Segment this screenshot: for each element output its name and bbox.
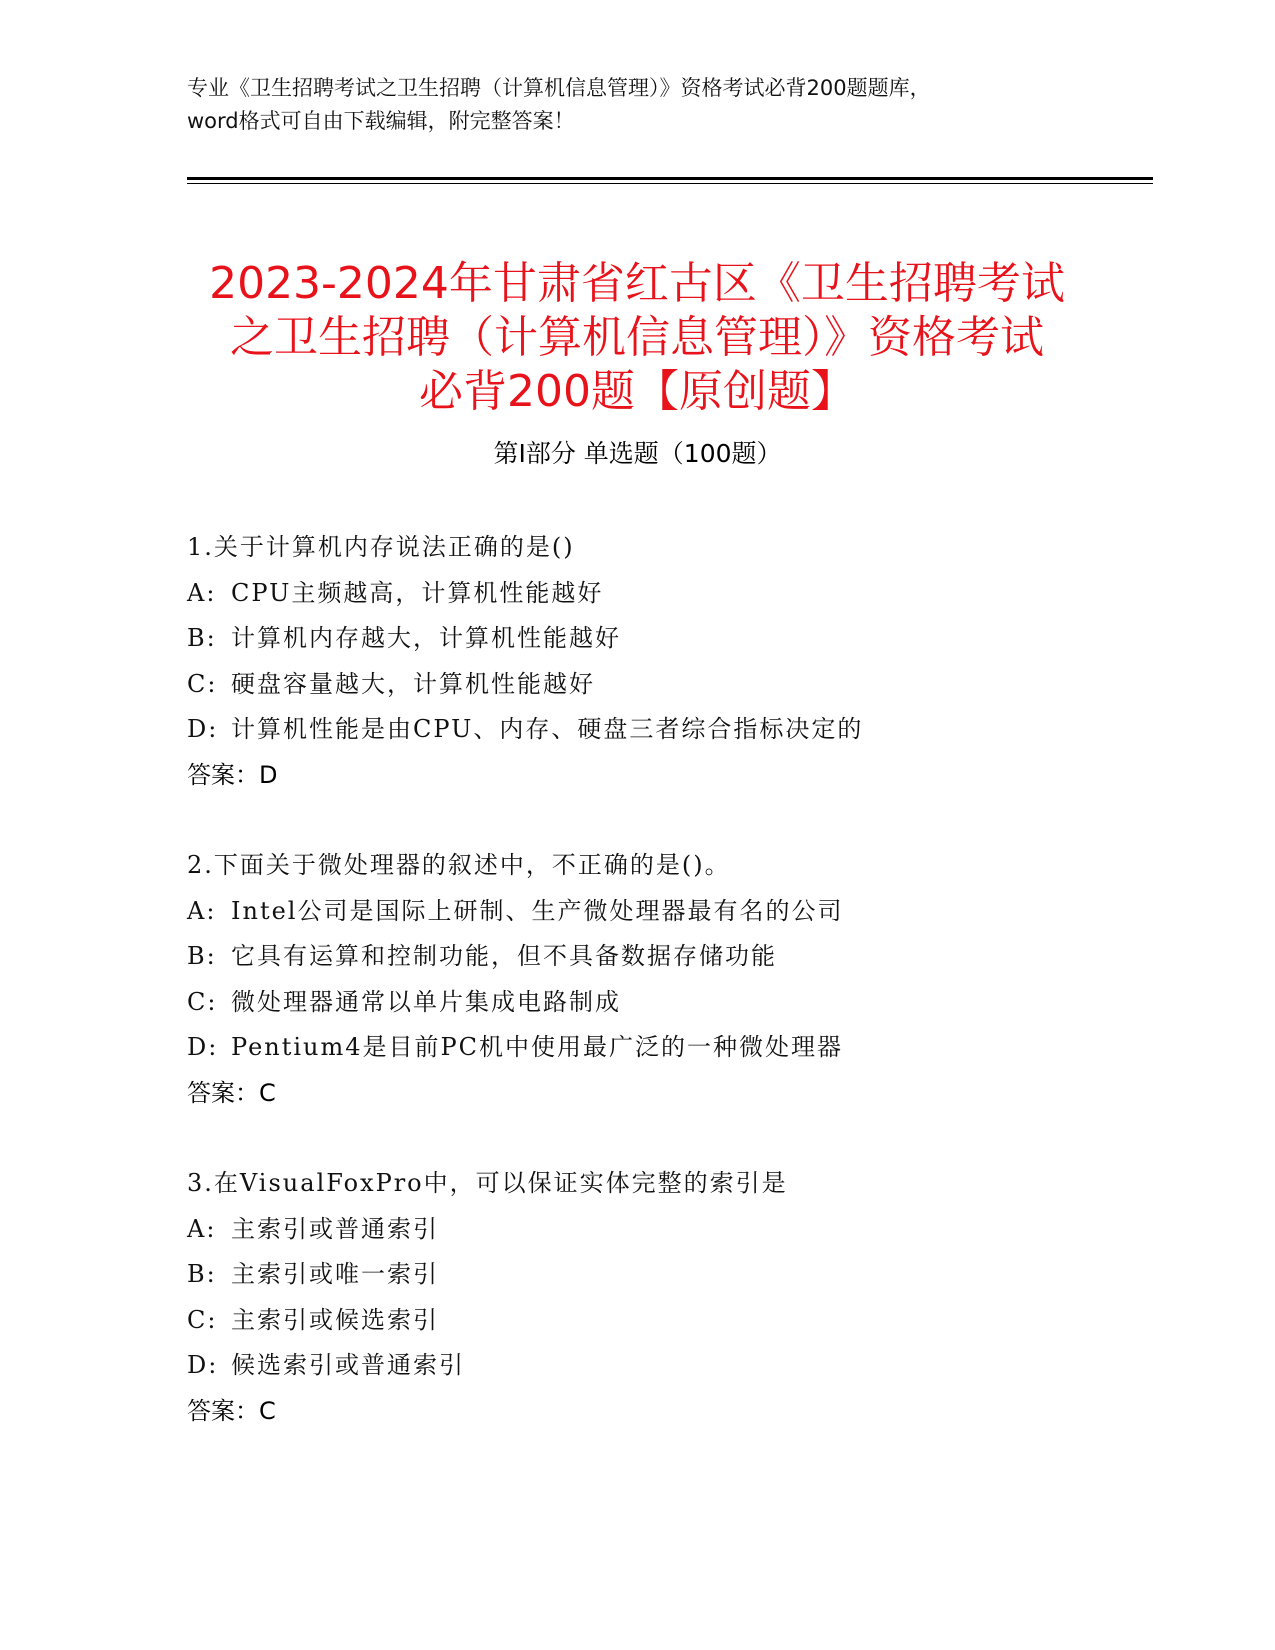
option-text: 主索引或唯一索引 bbox=[231, 1260, 439, 1288]
option-text: 计算机内存越大，计算机性能越好 bbox=[231, 624, 621, 652]
option-d bbox=[187, 707, 1187, 753]
option-key: C: bbox=[187, 669, 218, 698]
option-c bbox=[187, 662, 1187, 708]
option-key: A: bbox=[187, 578, 217, 607]
option-b bbox=[187, 616, 1187, 662]
question-1 bbox=[187, 525, 1187, 798]
document-title bbox=[137, 257, 1137, 419]
option-key: C: bbox=[187, 1305, 218, 1334]
option-key: B: bbox=[187, 1260, 217, 1288]
option-d bbox=[187, 1343, 1187, 1389]
option-text: 主索引或候选索引 bbox=[231, 1305, 439, 1334]
header-divider-thick bbox=[187, 177, 1153, 180]
answer-line: 答案：C bbox=[187, 1396, 276, 1425]
question-3 bbox=[187, 1161, 1187, 1434]
question-stem: 3.在VisualFoxPro中，可以保证实体完整的索引是 bbox=[187, 1169, 788, 1197]
option-text: 微处理器通常以单片集成电路制成 bbox=[231, 987, 621, 1016]
option-a bbox=[187, 1207, 1187, 1253]
answer-line: 答案：C bbox=[187, 1078, 276, 1107]
option-key: D: bbox=[187, 1033, 219, 1061]
option-key: B: bbox=[187, 624, 217, 652]
option-text: Pentium4是目前PC机中使用最广泛的一种微处理器 bbox=[231, 1033, 844, 1061]
question-2 bbox=[187, 843, 1187, 1116]
option-text: 计算机性能是由CPU、内存、硬盘三者综合指标决定的 bbox=[231, 715, 864, 743]
question-stem: 2.下面关于微处理器的叙述中，不正确的是()。 bbox=[187, 851, 731, 879]
question-stem: 1.关于计算机内存说法正确的是() bbox=[187, 533, 575, 561]
document-title-line-1: 2023-2024年甘肃省红古区《卫生招聘考试 bbox=[209, 258, 1065, 310]
header-note bbox=[187, 72, 1087, 138]
option-key: D: bbox=[187, 1351, 219, 1379]
question-list bbox=[187, 525, 1187, 1479]
option-text: 它具有运算和控制功能，但不具备数据存储功能 bbox=[231, 942, 777, 970]
document-title-line-3: 必背200题【原创题】 bbox=[419, 366, 855, 418]
option-text: Intel公司是国际上研制、生产微处理器最有名的公司 bbox=[231, 896, 844, 925]
header-note-line-1: 专业《卫生招聘考试之卫生招聘（计算机信息管理）》资格考试必背200题题库， bbox=[187, 76, 931, 100]
option-c bbox=[187, 1298, 1187, 1344]
option-text: 候选索引或普通索引 bbox=[231, 1351, 465, 1379]
option-text: 主索引或普通索引 bbox=[231, 1214, 439, 1243]
option-a bbox=[187, 571, 1187, 617]
option-key: D: bbox=[187, 715, 219, 743]
option-c bbox=[187, 980, 1187, 1026]
document-title-line-2: 之卫生招聘（计算机信息管理）》资格考试 bbox=[230, 312, 1044, 364]
section-heading: 第Ⅰ部分 单选题（100题） bbox=[493, 439, 782, 468]
option-key: B: bbox=[187, 942, 217, 970]
answer-line: 答案：D bbox=[187, 760, 278, 789]
option-d bbox=[187, 1025, 1187, 1071]
option-text: 硬盘容量越大，计算机性能越好 bbox=[231, 669, 595, 698]
option-key: A: bbox=[187, 1214, 217, 1243]
option-key: A: bbox=[187, 896, 217, 925]
option-key: C: bbox=[187, 987, 218, 1016]
option-a bbox=[187, 889, 1187, 935]
option-b bbox=[187, 934, 1187, 980]
option-text: CPU主频越高，计算机性能越好 bbox=[231, 578, 604, 607]
option-b bbox=[187, 1252, 1187, 1298]
header-divider-thin bbox=[187, 183, 1153, 184]
header-note-line-2: word格式可自由下载编辑，附完整答案！ bbox=[187, 109, 575, 133]
